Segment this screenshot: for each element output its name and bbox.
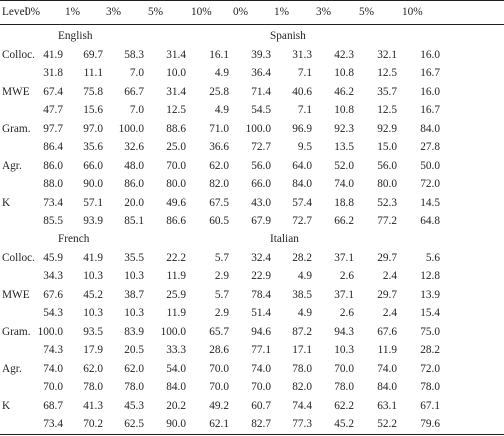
table-cell: 10.3 [124,270,144,282]
column-header-level: Level [2,6,28,18]
table-cell: 97.7 [43,122,63,135]
table-cell: 57.1 [83,196,103,209]
table-cell: 64.8 [420,215,440,227]
table-cell: 7.1 [297,67,312,79]
column-header: 0% [25,6,41,18]
table-cell: 93.5 [83,325,103,338]
table-cell: 71.0 [209,122,229,135]
table-cell: 85.5 [43,215,63,227]
table-cell: 60.5 [209,215,229,227]
table-cell: 67.6 [43,288,63,301]
table-cell: 67.5 [209,196,229,209]
row-label: Gram. [2,325,31,338]
table-cell: 46.2 [334,85,354,98]
row-label: Agr. [2,159,22,172]
table-cell: 4.9 [214,104,229,116]
table-cell: 12.8 [420,270,440,282]
table-cell: 62.2 [334,399,354,412]
table-cell: 9.5 [297,141,312,153]
table-cell: 4.9 [297,270,312,282]
table-cell: 15.6 [83,104,103,116]
table-cell: 35.6 [83,141,103,153]
table-cell: 45.3 [124,399,144,412]
table-cell: 78.4 [251,288,271,301]
table-cell: 2.9 [214,307,229,319]
table-cell: 2.4 [382,307,397,319]
language-label: Spanish [270,30,306,42]
table-cell: 25.0 [166,141,186,153]
table-cell: 62.1 [209,418,229,430]
table-cell: 94.3 [334,325,354,338]
table-cell: 41.3 [83,399,103,412]
column-header: 10% [191,6,212,18]
table-cell: 39.3 [251,48,271,61]
table-cell: 70.0 [209,362,229,375]
table-cell: 66.0 [251,178,271,190]
table-cell: 94.6 [251,325,271,338]
table-cell: 15.0 [377,141,397,153]
table-cell: 96.9 [292,122,312,135]
table-cell: 100.0 [118,122,144,135]
table-cell: 11.9 [166,307,186,319]
table-cell: 38.7 [124,288,144,301]
table-cell: 18.8 [334,196,354,209]
table-cell: 27.8 [420,141,440,153]
table-cell: 70.0 [43,381,63,393]
table-cell: 67.1 [420,399,440,412]
table-cell: 28.2 [292,251,312,264]
table-cell: 17.9 [83,344,103,356]
table-cell: 5.6 [425,251,440,264]
table-cell: 13.5 [334,141,354,153]
table-cell: 10.0 [166,67,186,79]
table-cell: 41.9 [83,251,103,264]
table-cell: 33.3 [166,344,186,356]
table-cell: 82.7 [251,418,271,430]
table-cell: 100.0 [245,122,271,135]
header-rule [0,24,504,25]
row-label: K [2,399,11,412]
table-cell: 77.3 [292,418,312,430]
table-cell: 72.7 [292,215,312,227]
table-cell: 2.4 [382,270,397,282]
table-cell: 47.7 [43,104,63,116]
row-label: Colloc. [2,48,35,61]
table-cell: 85.1 [124,215,144,227]
table-cell: 57.4 [292,196,312,209]
table-cell: 12.5 [377,67,397,79]
table-cell: 78.0 [334,381,354,393]
table-cell: 32.1 [377,48,397,61]
table-cell: 92.9 [377,122,397,135]
table-cell: 20.5 [124,344,144,356]
table-cell: 92.3 [334,122,354,135]
table-cell: 50.0 [420,159,440,172]
table-cell: 4.9 [214,67,229,79]
column-header: 0% [233,6,249,18]
table-cell: 72.7 [251,141,271,153]
table-cell: 54.3 [43,307,63,319]
table-cell: 12.5 [166,104,186,116]
table-cell: 70.2 [83,418,103,430]
table-cell: 77.2 [377,215,397,227]
top-rule [0,0,504,1]
table-cell: 62.0 [209,159,229,172]
table-cell: 82.0 [209,178,229,190]
row-label: MWE [2,288,30,301]
table-cell: 74.0 [251,362,271,375]
table-cell: 62.0 [83,362,103,375]
table-cell: 31.4 [166,85,186,98]
table-cell: 70.0 [209,381,229,393]
table-cell: 67.9 [251,215,271,227]
table-cell: 10.3 [124,307,144,319]
table-cell: 36.6 [209,141,229,153]
table-cell: 86.0 [124,178,144,190]
table-cell: 77.1 [251,344,271,356]
table-cell: 41.9 [43,48,63,61]
table-cell: 45.2 [83,288,103,301]
table-cell: 49.6 [166,196,186,209]
table-cell: 70.0 [334,362,354,375]
table-cell: 66.7 [124,85,144,98]
table-cell: 42.3 [334,48,354,61]
table-cell: 22.2 [166,251,186,264]
table-cell: 16.0 [420,48,440,61]
table-cell: 34.3 [43,270,63,282]
column-header: 1% [274,6,290,18]
table-cell: 29.7 [377,288,397,301]
table-cell: 80.0 [166,178,186,190]
table-cell: 90.0 [83,178,103,190]
column-header: 3% [316,6,332,18]
table-cell: 2.9 [214,270,229,282]
table-cell: 84.0 [377,381,397,393]
table-cell: 45.2 [334,418,354,430]
column-header: 5% [148,6,164,18]
table-cell: 75.8 [83,85,103,98]
table-cell: 62.5 [124,418,144,430]
table-cell: 88.0 [43,178,63,190]
column-header: 5% [359,6,375,18]
table-cell: 64.0 [292,159,312,172]
table-cell: 31.8 [43,67,63,79]
column-header: 3% [106,6,122,18]
table-cell: 82.0 [292,381,312,393]
table-cell: 49.2 [209,399,229,412]
table-cell: 52.2 [377,418,397,430]
table-cell: 35.7 [377,85,397,98]
table-cell: 32.4 [251,251,271,264]
table-cell: 10.8 [334,67,354,79]
table-cell: 88.6 [166,122,186,135]
table-cell: 31.4 [166,48,186,61]
table-cell: 66.0 [83,159,103,172]
table-cell: 74.0 [334,178,354,190]
row-label: Colloc. [2,251,35,264]
table-cell: 22.9 [251,270,271,282]
table-cell: 86.0 [43,159,63,172]
table-cell: 10.3 [334,344,354,356]
table-cell: 43.0 [251,196,271,209]
table-cell: 11.9 [377,344,397,356]
table-cell: 45.9 [43,251,63,264]
table-cell: 68.7 [43,399,63,412]
row-label: Gram. [2,122,31,135]
table-cell: 69.7 [83,48,103,61]
table-cell: 12.5 [377,104,397,116]
table-cell: 25.8 [209,85,229,98]
table-cell: 74.0 [43,362,63,375]
table-cell: 84.0 [292,178,312,190]
table-cell: 86.4 [43,141,63,153]
table-cell: 74.0 [377,362,397,375]
table-cell: 35.5 [124,251,144,264]
row-label: Agr. [2,362,22,375]
table-cell: 13.9 [420,288,440,301]
row-label: MWE [2,85,30,98]
table-cell: 40.6 [292,85,312,98]
table-cell: 84.0 [420,122,440,135]
table-cell: 79.6 [420,418,440,430]
table-cell: 10.3 [83,270,103,282]
table-cell: 63.1 [377,399,397,412]
table-cell: 14.5 [420,196,440,209]
table-cell: 97.0 [83,122,103,135]
table-cell: 52.3 [377,196,397,209]
table-cell: 78.0 [292,362,312,375]
table-cell: 74.4 [292,399,312,412]
table-cell: 86.6 [166,215,186,227]
column-header: 10% [402,6,423,18]
table-cell: 54.5 [251,104,271,116]
table-cell: 11.9 [166,270,186,282]
table-cell: 5.7 [214,251,229,264]
language-label: English [58,30,93,42]
table-cell: 83.9 [124,325,144,338]
table-cell: 70.0 [251,381,271,393]
table-cell: 58.3 [124,48,144,61]
language-label: French [58,233,90,245]
table-cell: 52.0 [334,159,354,172]
table-cell: 78.0 [420,381,440,393]
table-cell: 20.2 [166,399,186,412]
table-cell: 15.4 [420,307,440,319]
table-cell: 2.6 [339,270,354,282]
table-cell: 28.2 [420,344,440,356]
table-cell: 65.7 [209,325,229,338]
table-cell: 4.9 [297,307,312,319]
table-cell: 11.1 [83,67,103,79]
table-cell: 62.0 [124,362,144,375]
table-cell: 16.1 [209,48,229,61]
table-cell: 7.1 [297,104,312,116]
table-cell: 70.0 [166,159,186,172]
table-cell: 73.4 [43,196,63,209]
table-cell: 16.0 [420,85,440,98]
table-cell: 51.4 [251,307,271,319]
language-label: Italian [270,233,299,245]
table-cell: 78.0 [124,381,144,393]
table-cell: 71.4 [251,85,271,98]
bottom-rule [0,434,504,435]
table-cell: 16.7 [420,104,440,116]
table-cell: 56.0 [251,159,271,172]
table-cell: 37.1 [334,288,354,301]
table-cell: 84.0 [166,381,186,393]
table-cell: 67.6 [377,325,397,338]
table-cell: 28.6 [209,344,229,356]
table-cell: 2.6 [339,307,354,319]
table-cell: 25.9 [166,288,186,301]
table-cell: 7.0 [129,104,144,116]
table-cell: 7.0 [129,67,144,79]
table-cell: 72.0 [420,362,440,375]
table-cell: 48.0 [124,159,144,172]
table-cell: 72.0 [420,178,440,190]
table-cell: 90.0 [166,418,186,430]
table-cell: 75.0 [420,325,440,338]
table-cell: 37.1 [334,251,354,264]
table-cell: 17.1 [292,344,312,356]
table-cell: 74.3 [43,344,63,356]
table-cell: 87.2 [292,325,312,338]
table-cell: 54.0 [166,362,186,375]
table-cell: 80.0 [377,178,397,190]
table-cell: 78.0 [83,381,103,393]
table-cell: 5.7 [214,288,229,301]
table-cell: 36.4 [251,67,271,79]
row-label: K [2,196,11,209]
column-header: 1% [65,6,81,18]
table-cell: 93.9 [83,215,103,227]
table-cell: 66.2 [334,215,354,227]
table-cell: 100.0 [37,325,63,338]
table-cell: 32.6 [124,141,144,153]
table-cell: 38.5 [292,288,312,301]
table-cell: 73.4 [43,418,63,430]
table-cell: 67.4 [43,85,63,98]
table-cell: 16.7 [420,67,440,79]
table-cell: 10.3 [83,307,103,319]
table-cell: 31.3 [292,48,312,61]
table-cell: 29.7 [377,251,397,264]
table-cell: 56.0 [377,159,397,172]
table-cell: 20.0 [124,196,144,209]
table-cell: 100.0 [160,325,186,338]
table-cell: 60.7 [251,399,271,412]
table-cell: 10.8 [334,104,354,116]
